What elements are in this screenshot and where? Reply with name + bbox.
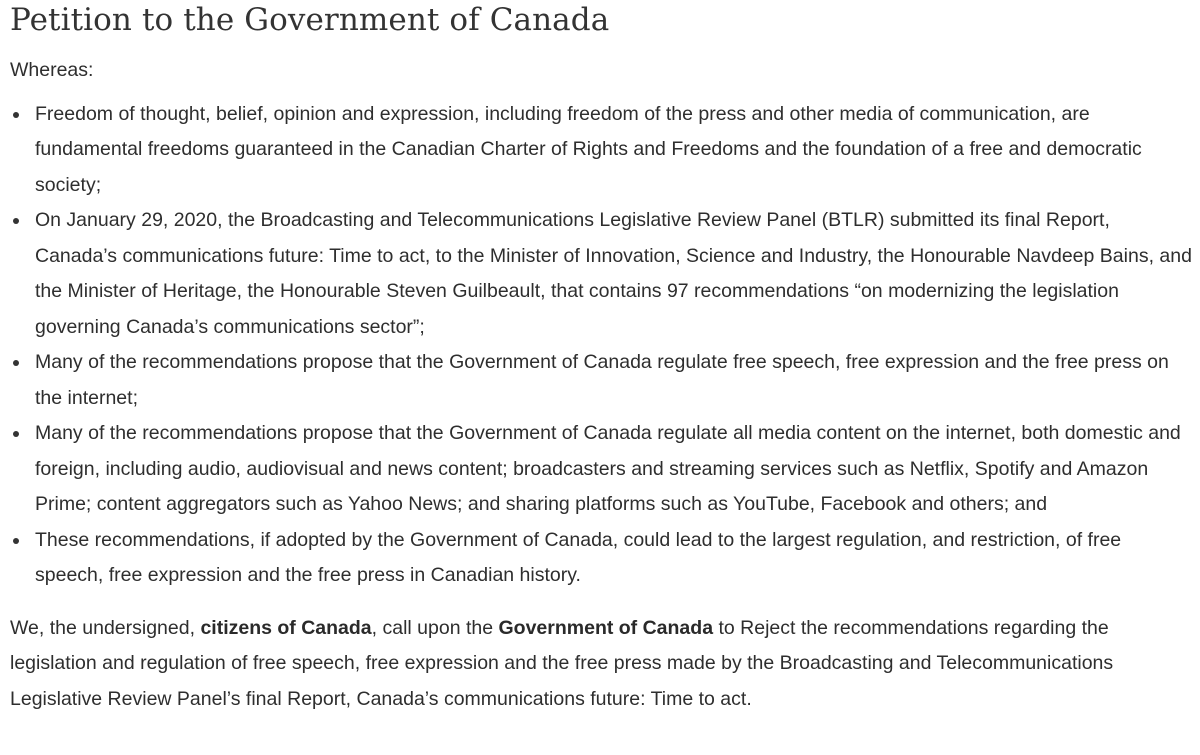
page-title: Petition to the Government of Canada [10, 2, 610, 38]
whereas-clause-text: Many of the recommendations propose that the Government of Canada regulate free speech, free expression and the free press on the internet; [35, 351, 1169, 409]
petition-document [10, 0, 1192, 717]
whereas-clause [10, 203, 1192, 345]
prayer-paragraph [10, 611, 1192, 718]
whereas-clause-text: These recommendations, if adopted by the Government of Canada, could lead to the largest regulation, and restriction, of free speech, free expression and the free press in Canadian history. [35, 528, 1122, 586]
whereas-clause [10, 523, 1192, 594]
whereas-clause-text: Many of the recommendations propose that the Government of Canada regulate all media content on the internet, both domestic and foreign, including audio, audiovisual and news content; broadcasters and streaming services such as Netflix, Spotify and Amazon Prime; content aggregators such as Yahoo News; and sharing platforms such as YouTube, Facebook and others; and [35, 422, 1181, 515]
bullet-icon [13, 538, 19, 544]
whereas-clause-list [10, 97, 1192, 594]
prayer-text: We, the undersigned, [10, 616, 201, 639]
whereas-clause [10, 97, 1192, 204]
bullet-icon [13, 112, 19, 118]
prayer-text: to Reject the recommendations regarding the legislation and regulation of free speech, free expression and the free press made by the Broadcasting and Telecommunications Legislative Review Panel’s final Report, Canada’s communications future: Time to act. [10, 616, 1114, 710]
whereas-clause-text: On January 29, 2020, the Broadcasting and Telecommunications Legislative Review Panel (BTLR) submitted its final Report, Canada’s communications future: Time to act, to the Minister of Innovation, Science and Industry, the Honourable Navdeep Bains, and the Minister of Heritage, the Honourable Steven Guilbeault, that contains 97 recommendations “on modernizing the legislation governing Canada’s communications sector”; [35, 209, 1192, 338]
whereas-clause [10, 345, 1192, 416]
whereas-clause-text: Freedom of thought, belief, opinion and expression, including freedom of the press and other media of communication, are fundamental freedoms guaranteed in the Canadian Charter of Rights and Freedoms and the foundation of a free and democratic society; [35, 102, 1142, 196]
whereas-clause [10, 416, 1192, 523]
prayer-citizens-emphasis: citizens of Canada [200, 616, 372, 639]
bullet-icon [13, 218, 19, 224]
whereas-label: Whereas: [10, 59, 94, 81]
prayer-text: , call upon the [371, 616, 499, 639]
bullet-icon [13, 360, 19, 366]
prayer-government-emphasis: Government of Canada [498, 616, 714, 639]
bullet-icon [13, 431, 19, 437]
